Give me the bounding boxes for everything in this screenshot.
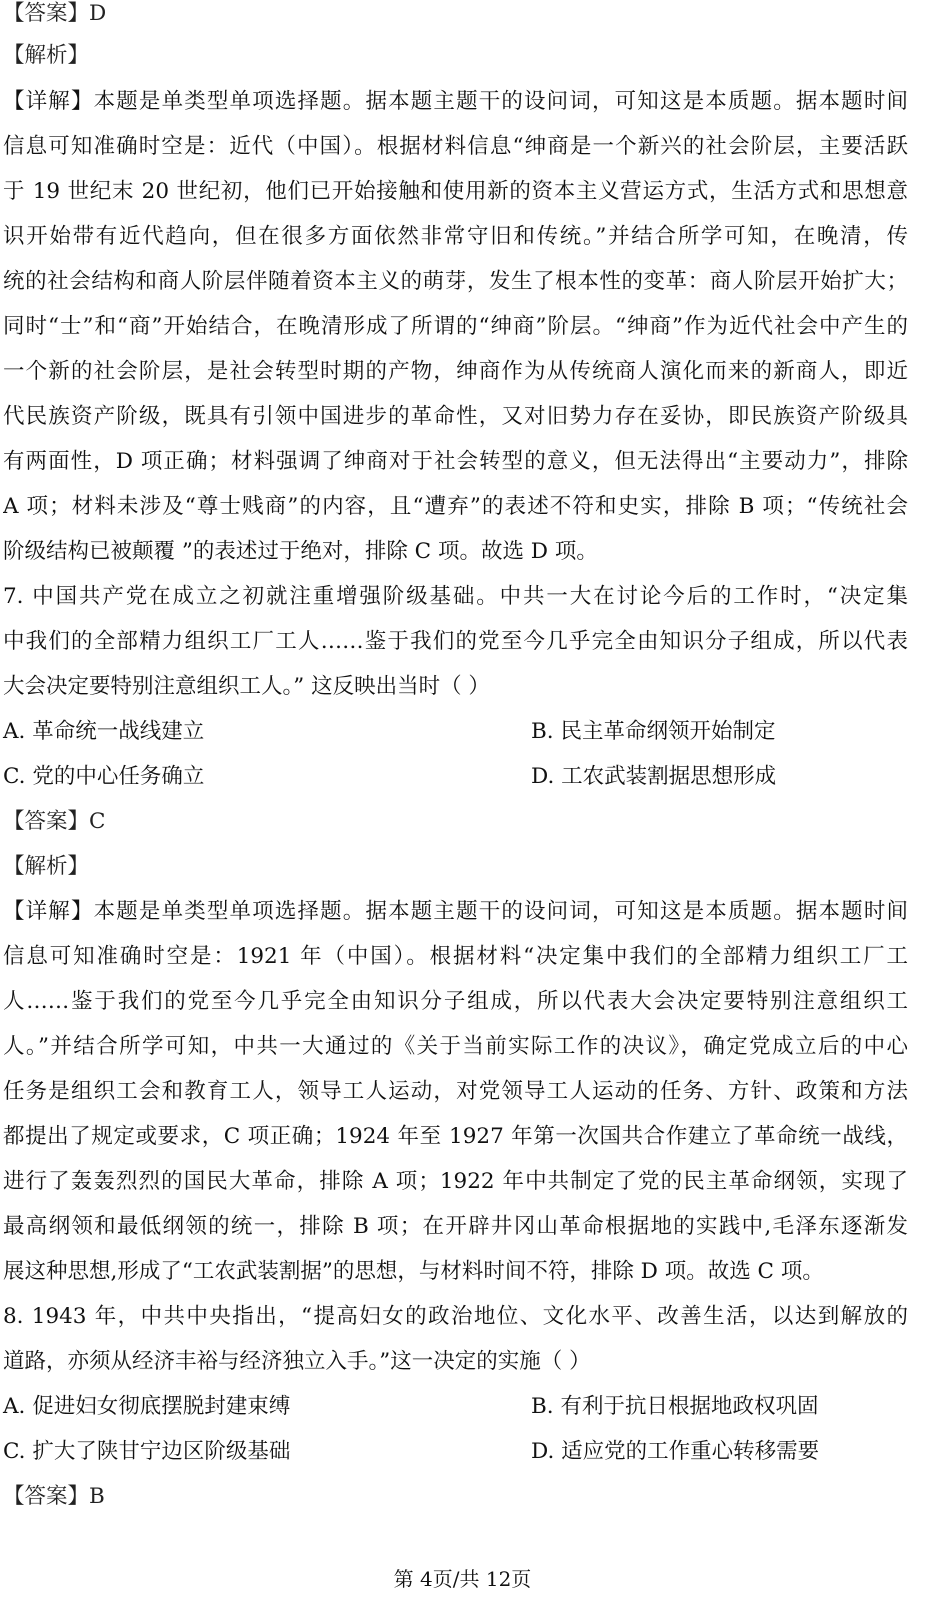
q7-option-a: A. 革命统一战线建立 <box>3 719 205 744</box>
explanation-line: 最高纲领和最低纲领的统一，排除 B 项；在开辟井冈山革命根据地的实践中,毛泽东逐渐发 <box>3 1214 908 1239</box>
q8-option-a: A. 促进妇女彻底摆脱封建束缚 <box>3 1394 291 1419</box>
explanation-line: 信息可知准确时空是：1921 年（中国）。根据材料“决定集中我们的全部精力组织工厂工 <box>3 944 908 969</box>
answer-line: 【答案】C <box>3 809 106 834</box>
explanation-line: 代民族资产阶级，既具有引领中国进步的革命性，又对旧势力存在妥协，即民族资产阶级具 <box>3 404 908 429</box>
q8-option-b: B. 有利于抗日根据地政权巩固 <box>531 1394 819 1419</box>
question-7-stem: 中我们的全部精力组织工厂工人……鉴于我们的党至今几乎完全由知识分子组成，所以代表 <box>3 629 908 654</box>
explanation-line: 【详解】本题是单类型单项选择题。据本题主题干的设问词，可知这是本质题。据本题时间 <box>3 89 908 114</box>
explanation-line: 信息可知准确时空是：近代（中国）。根据材料信息“绅商是一个新兴的社会阶层，主要活跃 <box>3 134 908 159</box>
question-8-stem: 8. 1943 年，中共中央指出，“提高妇女的政治地位、文化水平、改善生活，以达到解放的 <box>3 1304 908 1329</box>
explanation-line: 进行了轰轰烈烈的国民大革命，排除 A 项；1922 年中共制定了党的民主革命纲领，实现了 <box>3 1169 908 1194</box>
explanation-line: 于 19 世纪末 20 世纪初，他们已开始接触和使用新的资本主义营运方式，生活方式和思想意 <box>3 179 908 204</box>
analysis-heading: 【解析】 <box>3 43 90 68</box>
q7-option-c: C. 党的中心任务确立 <box>3 764 205 789</box>
answer-line: 【答案】D <box>3 1 107 26</box>
answer-line: 【答案】B <box>3 1484 105 1509</box>
q8-option-d: D. 适应党的工作重心转移需要 <box>531 1439 820 1464</box>
explanation-line: 统的社会结构和商人阶层伴随着资本主义的萌芽，发生了根本性的变革：商人阶层开始扩大； <box>3 269 908 294</box>
question-7-stem: 7. 中国共产党在成立之初就注重增强阶级基础。中共一大在讨论今后的工作时，“决定集 <box>3 584 908 609</box>
explanation-line: 人。”并结合所学可知，中共一大通过的《关于当前实际工作的决议》，确定党成立后的中心 <box>3 1034 908 1059</box>
explanation-line: A 项；材料未涉及“尊士贱商”的内容，且“遭弃”的表述不符和史实，排除 B 项；“传统社会 <box>3 494 908 519</box>
explanation-line: 识开始带有近代趋向，但在很多方面依然非常守旧和传统。”并结合所学可知，在晚清，传 <box>3 224 908 249</box>
q8-option-c: C. 扩大了陕甘宁边区阶级基础 <box>3 1439 291 1464</box>
explanation-line: 阶级结构已被颠覆 ”的表述过于绝对，排除 C 项。故选 D 项。 <box>3 539 598 564</box>
explanation-line: 任务是组织工会和教育工人，领导工人运动，对党领导工人运动的任务、方针、政策和方法 <box>3 1079 908 1104</box>
explanation-line: 【详解】本题是单类型单项选择题。据本题主题干的设问词，可知这是本质题。据本题时间 <box>3 899 908 924</box>
q7-option-b: B. 民主革命纲领开始制定 <box>531 719 776 744</box>
page-number: 第 4页/共 12页 <box>393 1567 532 1591</box>
explanation-line: 人……鉴于我们的党至今几乎完全由知识分子组成，所以代表大会决定要特别注意组织工 <box>3 989 908 1014</box>
explanation-line: 有两面性，D 项正确；材料强调了绅商对于社会转型的意义，但无法得出“主要动力”，排除 <box>3 449 908 474</box>
explanation-line: 一个新的社会阶层，是社会转型时期的产物，绅商作为从传统商人演化而来的新商人，即近 <box>3 359 908 384</box>
explanation-line: 都提出了规定或要求，C 项正确；1924 年至 1927 年第一次国共合作建立了革命统一战线， <box>3 1124 908 1149</box>
question-7-stem: 大会决定要特别注意组织工人。” 这反映出当时（ ） <box>3 674 490 699</box>
explanation-line: 同时“士”和“商”开始结合，在晚清形成了所谓的“绅商”阶层。“绅商”作为近代社会中产生的 <box>3 314 908 339</box>
explanation-line: 展这种思想,形成了“工农武装割据”的思想，与材料时间不符，排除 D 项。故选 C 项。 <box>3 1259 824 1284</box>
question-8-stem: 道路，亦须从经济丰裕与经济独立入手。”这一决定的实施（ ） <box>3 1349 591 1374</box>
analysis-heading: 【解析】 <box>3 854 90 879</box>
q7-option-d: D. 工农武装割据思想形成 <box>531 764 777 789</box>
